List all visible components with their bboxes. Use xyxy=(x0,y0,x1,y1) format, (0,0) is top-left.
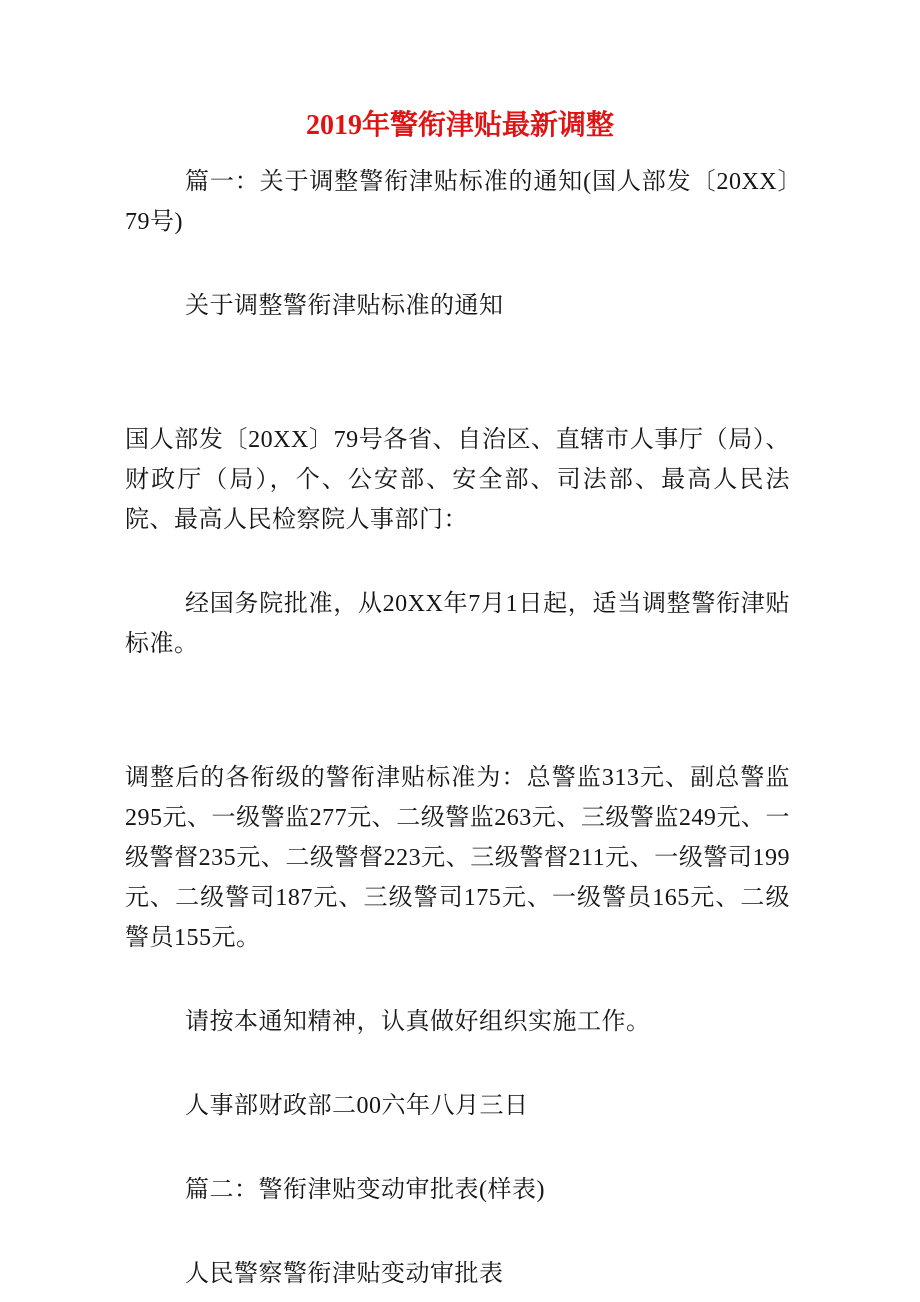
paragraph: 请按本通知精神，认真做好组织实施工作。 xyxy=(185,1009,651,1035)
paragraph: 人事部财政部二00六年八月三日 xyxy=(185,1093,529,1119)
document-title: 2019年警衔津贴最新调整 xyxy=(305,110,614,141)
document-body xyxy=(0,162,920,1294)
paragraph: 国人部发〔20XX〕79号各省、自治区、直辖市人事厅（局）、财政厅（局），个、公安部、安全部、司法部、最高人民法院、最高人民检察院人事部门： xyxy=(125,427,790,533)
paragraph: 调整后的各衔级的警衔津贴标准为：总警监313元、副总警监295元、一级警监277元、二级警监263元、三级警监249元、一级警督235元、二级警督223元、三级警督211元、一级警司199元、二级警司187元、三级警司175元、一级警员165元、二级警员155元。 xyxy=(125,765,790,951)
paragraph: 人民警察警衔津贴变动审批表 xyxy=(185,1261,504,1287)
paragraph: 篇二：警衔津贴变动审批表(样表) xyxy=(185,1177,545,1203)
paragraph: 关于调整警衔津贴标准的通知 xyxy=(185,293,504,319)
paragraph: 经国务院批准，从20XX年7月1日起，适当调整警衔津贴标准。 xyxy=(125,591,790,657)
paragraph: 篇一：关于调整警衔津贴标准的通知(国人部发〔20XX〕79号) xyxy=(125,169,790,235)
